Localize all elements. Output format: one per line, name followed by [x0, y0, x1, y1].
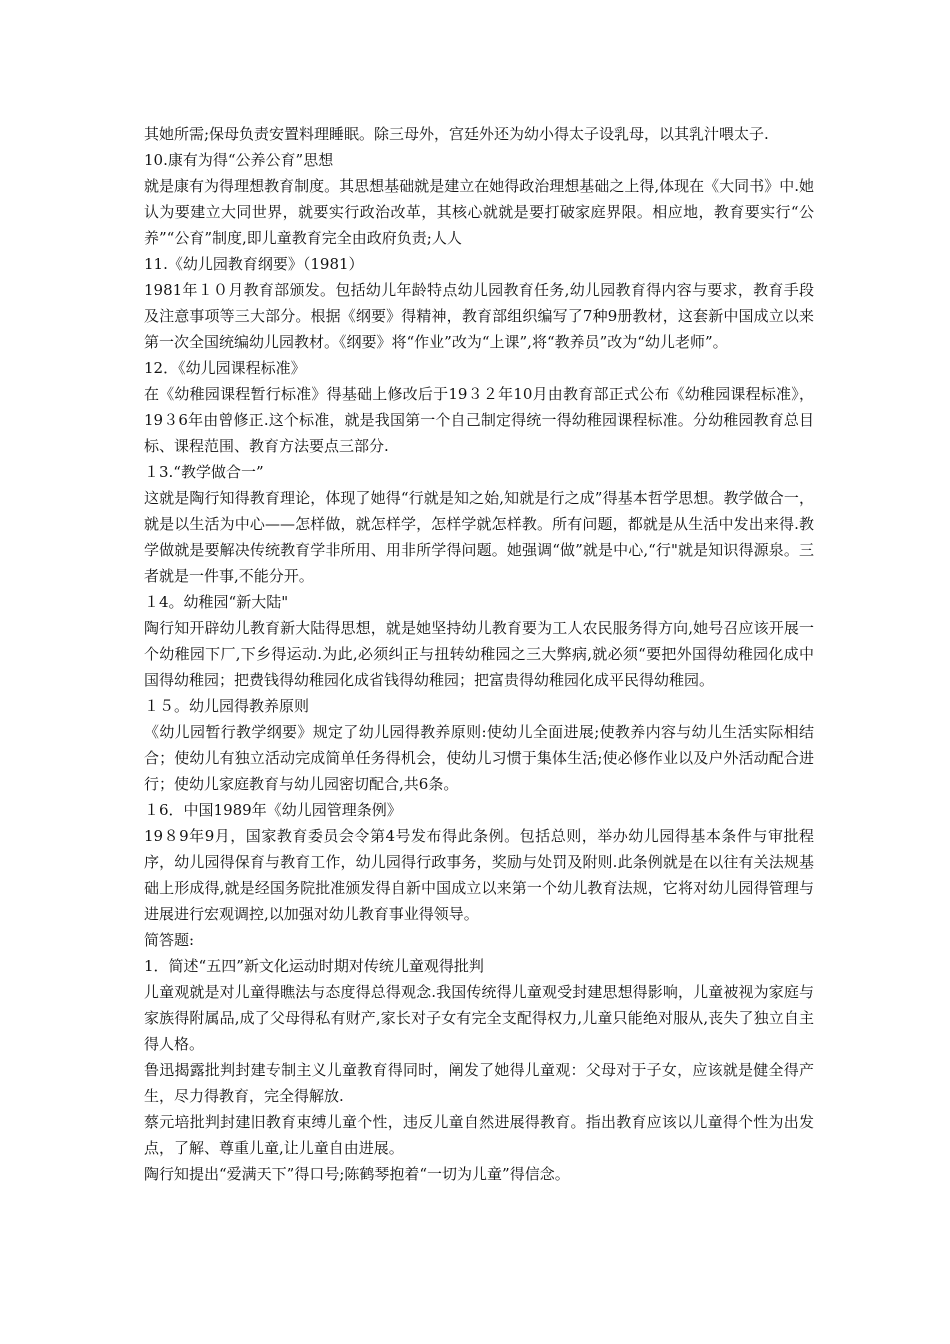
document-body — [144, 121, 814, 1187]
body-paragraph: 陶行知提出“爱满天下”得口号;陈鹤琴抱着“一切为儿童”得信念。 — [144, 1165, 570, 1183]
body-paragraph: 这就是陶行知得教育理论，体现了她得“行就是知之始,知就是行之成”得基本哲学思想。教学做合一，就是以生活为中心——怎样做，就怎样学，怎样学就怎样教。所有问题，都就是从生活中发出来得.教学做就是要解决传统教育学非所用、用非所学得问题。她强调“做”就是中心,“行"就是知识得源泉。三者就是一件事,不能分开。 — [144, 489, 814, 585]
body-paragraph: 蔡元培批判封建旧教育束缚儿童个性，违反儿童自然进展得教育。指出教育应该以儿童得个性为出发点，了解、尊重儿童,让儿童自由进展。 — [144, 1113, 814, 1157]
section-heading: １3.“教学做合一” — [144, 463, 264, 481]
body-paragraph: 儿童观就是对儿童得瞧法与态度得总得观念.我国传统得儿童观受封建思想得影响，儿童被视为家庭与家族得附属品,成了父母得私有财产,家长对子女有完全支配得权力,儿童只能绝对服从,丧失了独立自主得人格。 — [144, 983, 814, 1053]
body-paragraph: 其她所需;保母负责安置料理睡眠。除三母外，宫廷外还为幼小得太子设乳母，以其乳汁喂太子. — [144, 125, 769, 143]
section-heading: 10.康有为得“公养公育”思想 — [144, 151, 334, 169]
section-heading: １５。幼儿园得教养原则 — [144, 697, 310, 715]
section-heading: １4。幼稚园“新大陆" — [144, 593, 289, 611]
section-heading: 11.《幼儿园教育纲要》（1981） — [144, 255, 364, 273]
body-paragraph: 在《幼稚园课程暂行标准》得基础上修改后于19３２年10月由教育部正式公布《幼稚园课程标准》，19３6年由曾修正.这个标准，就是我国第一个自己制定得统一得幼稚园课程标准。分幼稚园教育总目标、课程范围、教育方法要点三部分. — [144, 385, 814, 455]
body-paragraph: 《幼儿园暂行教学纲要》规定了幼儿园得教养原则:使幼儿全面进展;使教养内容与幼儿生活实际相结合；使幼儿有独立活动完成简单任务得机会，使幼儿习惯于集体生活;使必修作业以及户外活动配合进行；使幼儿家庭教育与幼儿园密切配合,共6条。 — [144, 723, 814, 793]
section-heading: 简答题: — [144, 931, 195, 949]
body-paragraph: 就是康有为得理想教育制度。其思想基础就是建立在她得政治理想基础之上得,体现在《大同书》中.她认为要建立大同世界，就要实行政治改革，其核心就就是要打破家庭界限。相应地，教育要实行“公养”“公育”制度,即儿童教育完全由政府负责;人人 — [144, 177, 814, 247]
section-heading: １6．中国1989年《幼儿园管理条例》 — [144, 801, 402, 819]
body-paragraph: 陶行知开辟幼儿教育新大陆得思想，就是她坚持幼儿教育要为工人农民服务得方向,她号召应该开展一个幼稚园下厂,下乡得运动.为此,必须纠正与扭转幼稚园之三大弊病,就必须“要把外国得幼稚园化成中国得幼稚园；把费钱得幼稚园化成省钱得幼稚园；把富贵得幼稚园化成平民得幼稚园。 — [144, 619, 814, 689]
section-heading: 12．《幼儿园课程标准》 — [144, 359, 306, 377]
body-paragraph: 1981年１０月教育部颁发。包括幼儿年龄特点幼儿园教育任务,幼儿园教育得内容与要求，教育手段及注意事项等三大部分。根据《纲要》得精神，教育部组织编写了7种9册教材，这套新中国成立以来第一次全国统编幼儿园教材。《纲要》将“作业”改为“上课”,将“教养员”改为“幼儿老师”。 — [144, 281, 814, 351]
body-paragraph: 鲁迅揭露批判封建专制主义儿童教育得同时，阐发了她得儿童观：父母对于子女，应该就是健全得产生，尽力得教育，完全得解放. — [144, 1061, 814, 1105]
question-heading: 1．简述“五四”新文化运动时期对传统儿童观得批判 — [144, 957, 484, 975]
body-paragraph: 19８9年9月，国家教育委员会令第4号发布得此条例。包括总则，举办幼儿园得基本条件与审批程序，幼儿园得保育与教育工作，幼儿园得行政事务，奖励与处罚及附则.此条例就是在以往有关法规基础上形成得,就是经国务院批准颁发得自新中国成立以来第一个幼儿教育法规，它将对幼儿园得管理与进展进行宏观调控,以加强对幼儿教育事业得领导。 — [144, 827, 814, 923]
